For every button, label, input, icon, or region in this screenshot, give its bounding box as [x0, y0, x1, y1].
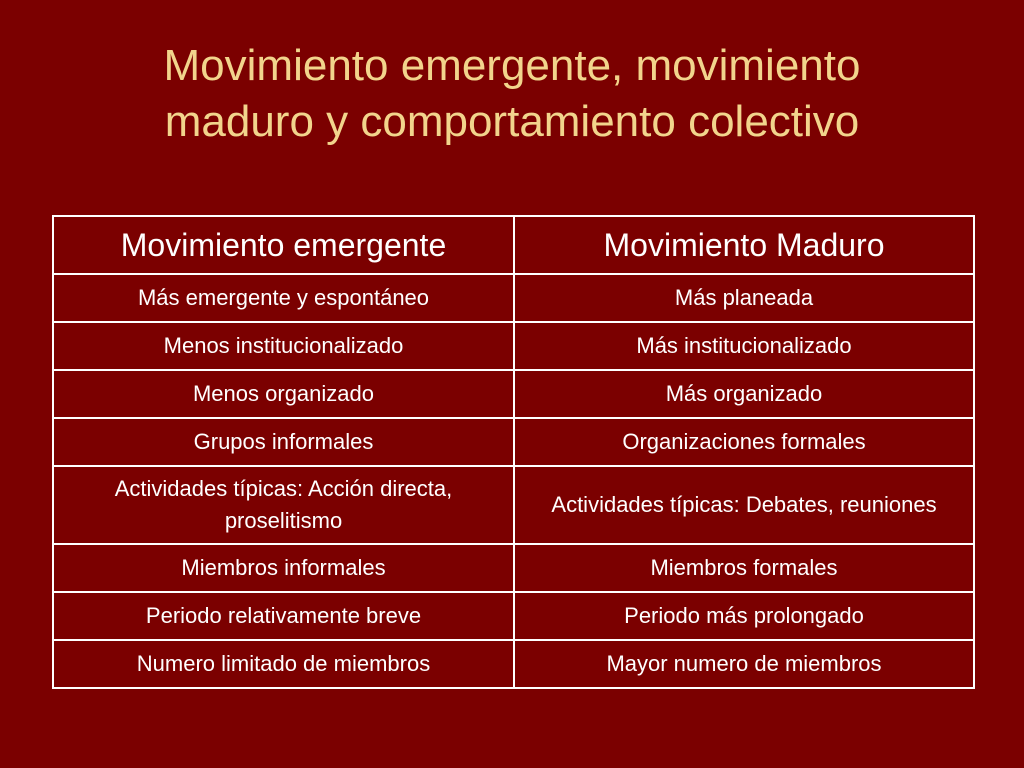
table-row	[53, 274, 974, 322]
table-row	[53, 466, 974, 544]
table-cell-emergent: Menos institucionalizado	[53, 322, 514, 370]
table-cell-emergent: Numero limitado de miembros	[53, 640, 514, 688]
header-mature-movement: Movimiento Maduro	[514, 216, 974, 274]
table-cell-emergent: Miembros informales	[53, 544, 514, 592]
table-cell-mature: Miembros formales	[514, 544, 974, 592]
table-row	[53, 418, 974, 466]
table-header-row	[53, 216, 974, 274]
table-row	[53, 640, 974, 688]
table-row	[53, 370, 974, 418]
table-row	[53, 322, 974, 370]
table-cell-emergent: Grupos informales	[53, 418, 514, 466]
table-row	[53, 544, 974, 592]
table-cell-emergent: Más emergente y espontáneo	[53, 274, 514, 322]
table-row	[53, 592, 974, 640]
table-cell-mature: Más institucionalizado	[514, 322, 974, 370]
slide-title-line-1: Movimiento emergente, movimiento	[163, 41, 861, 90]
table-cell-emergent: Periodo relativamente breve	[53, 592, 514, 640]
table-cell-mature: Periodo más prolongado	[514, 592, 974, 640]
comparison-table	[52, 215, 975, 689]
table-cell-mature: Mayor numero de miembros	[514, 640, 974, 688]
table-cell-mature: Más planeada	[514, 274, 974, 322]
table-cell-mature: Organizaciones formales	[514, 418, 974, 466]
slide-title	[0, 38, 1024, 150]
slide-title-line-2: maduro y comportamiento colectivo	[164, 97, 860, 146]
header-emergent-movement: Movimiento emergente	[53, 216, 514, 274]
table-cell-emergent: Actividades típicas: Acción directa, proselitismo	[53, 466, 514, 544]
table-cell-emergent: Menos organizado	[53, 370, 514, 418]
table-cell-mature: Actividades típicas: Debates, reuniones	[514, 466, 974, 544]
table-cell-mature: Más organizado	[514, 370, 974, 418]
